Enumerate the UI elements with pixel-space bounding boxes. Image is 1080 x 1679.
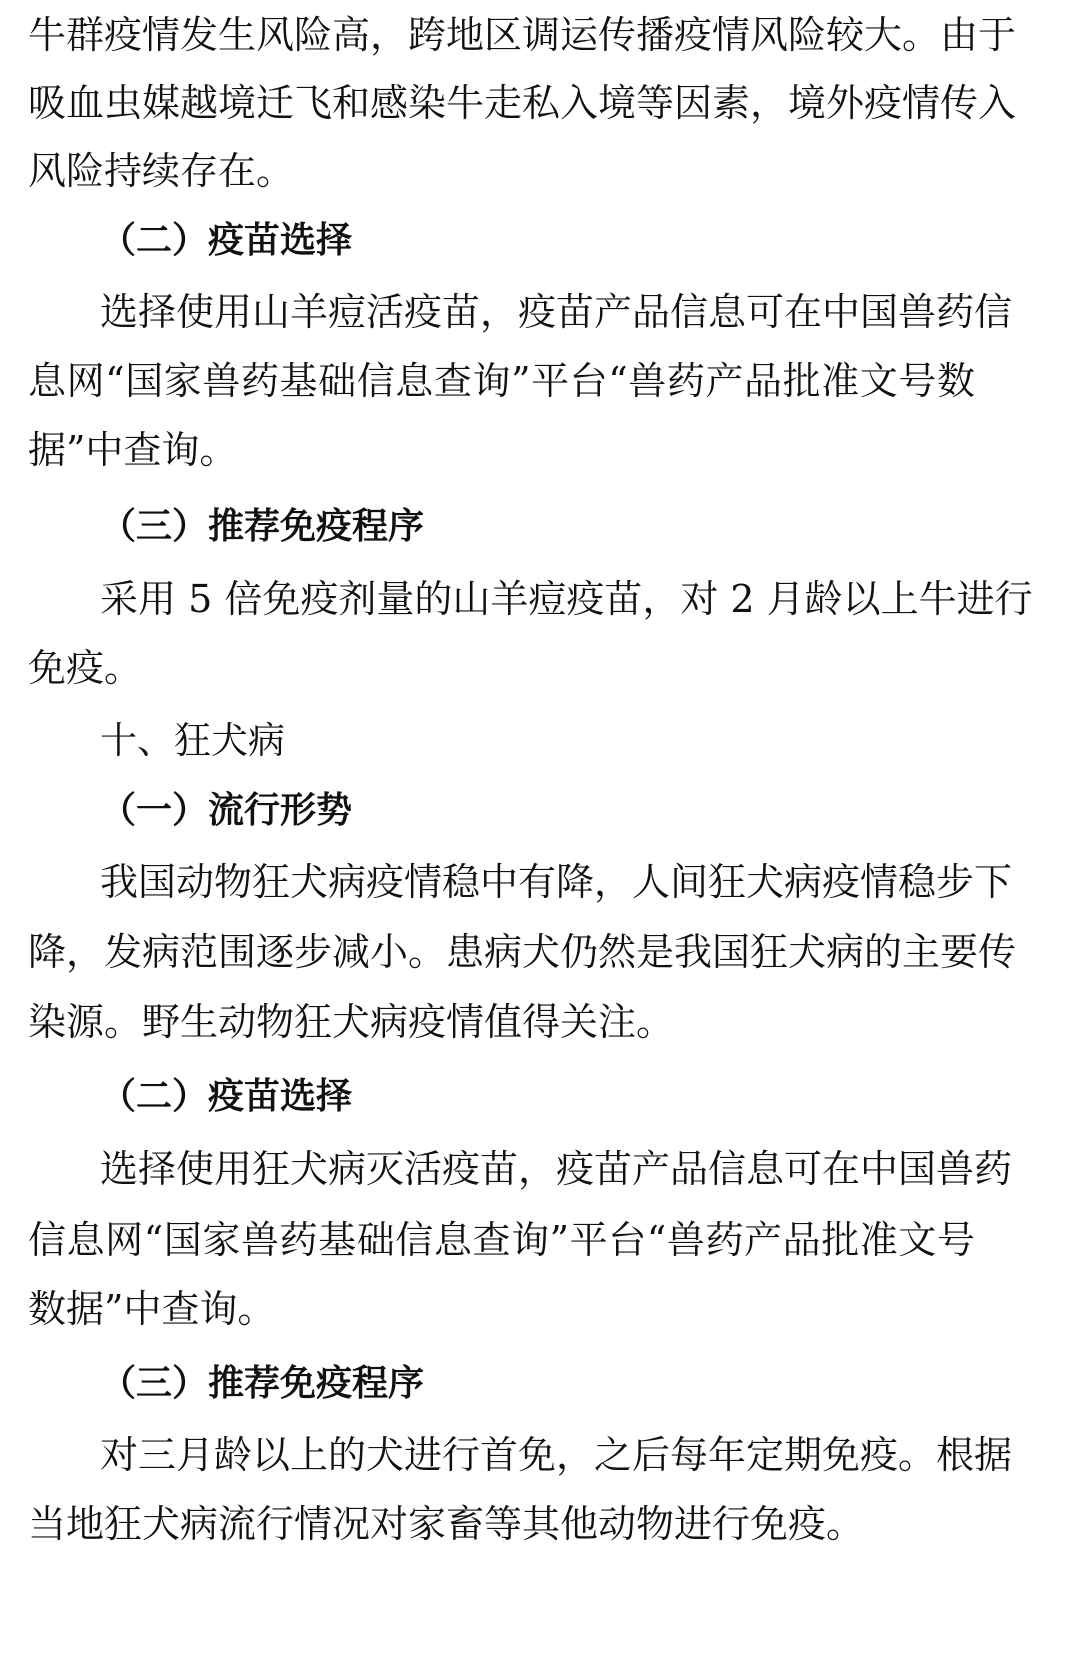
paragraph-line: 对三月龄以上的犬进行首免，之后每年定期免疫。根据 — [100, 1433, 1013, 1477]
paragraph-line: 据”中查询。 — [28, 428, 238, 472]
section-title: 十、狂犬病 — [100, 719, 285, 762]
subsection-heading: （三）推荐免疫程序 — [100, 506, 425, 547]
paragraph-line: 降，发病范围逐步减小。患病犬仍然是我国狂犬病的主要传 — [28, 930, 1017, 974]
subsection-heading: （二）疫苗选择 — [100, 1076, 353, 1117]
paragraph-line: 息网“国家兽药基础信息查询”平台“兽药产品批准文号数 — [28, 359, 975, 403]
paragraph-line: 我国动物狂犬病疫情稳中有降，人间狂犬病疫情稳步下 — [100, 860, 1013, 904]
paragraph-line: 牛群疫情发生风险高，跨地区调运传播疫情风险较大。由于 — [28, 13, 1017, 57]
paragraph-line: 当地狂犬病流行情况对家畜等其他动物进行免疫。 — [28, 1502, 865, 1546]
paragraph-line: 免疫。 — [28, 646, 143, 690]
subsection-heading: （二）疫苗选择 — [100, 220, 353, 261]
paragraph-line: 染源。野生动物狂犬病疫情值得关注。 — [28, 1000, 675, 1044]
paragraph-line: 信息网“国家兽药基础信息查询”平台“兽药产品批准文号 — [28, 1218, 975, 1262]
paragraph-line: 风险持续存在。 — [28, 149, 295, 193]
paragraph-line: 采用 5 倍免疫剂量的山羊痘疫苗，对 2 月龄以上牛进行 — [100, 577, 1033, 621]
paragraph-line: 选择使用山羊痘活疫苗，疫苗产品信息可在中国兽药信 — [100, 290, 1013, 334]
paragraph-line: 吸血虫媒越境迁飞和感染牛走私入境等因素，境外疫情传入 — [28, 81, 1017, 125]
subsection-heading: （三）推荐免疫程序 — [100, 1363, 425, 1404]
subsection-heading: （一）流行形势 — [100, 790, 353, 831]
paragraph-line: 选择使用狂犬病灭活疫苗，疫苗产品信息可在中国兽药 — [100, 1147, 1013, 1191]
paragraph-line: 数据”中查询。 — [28, 1287, 276, 1331]
